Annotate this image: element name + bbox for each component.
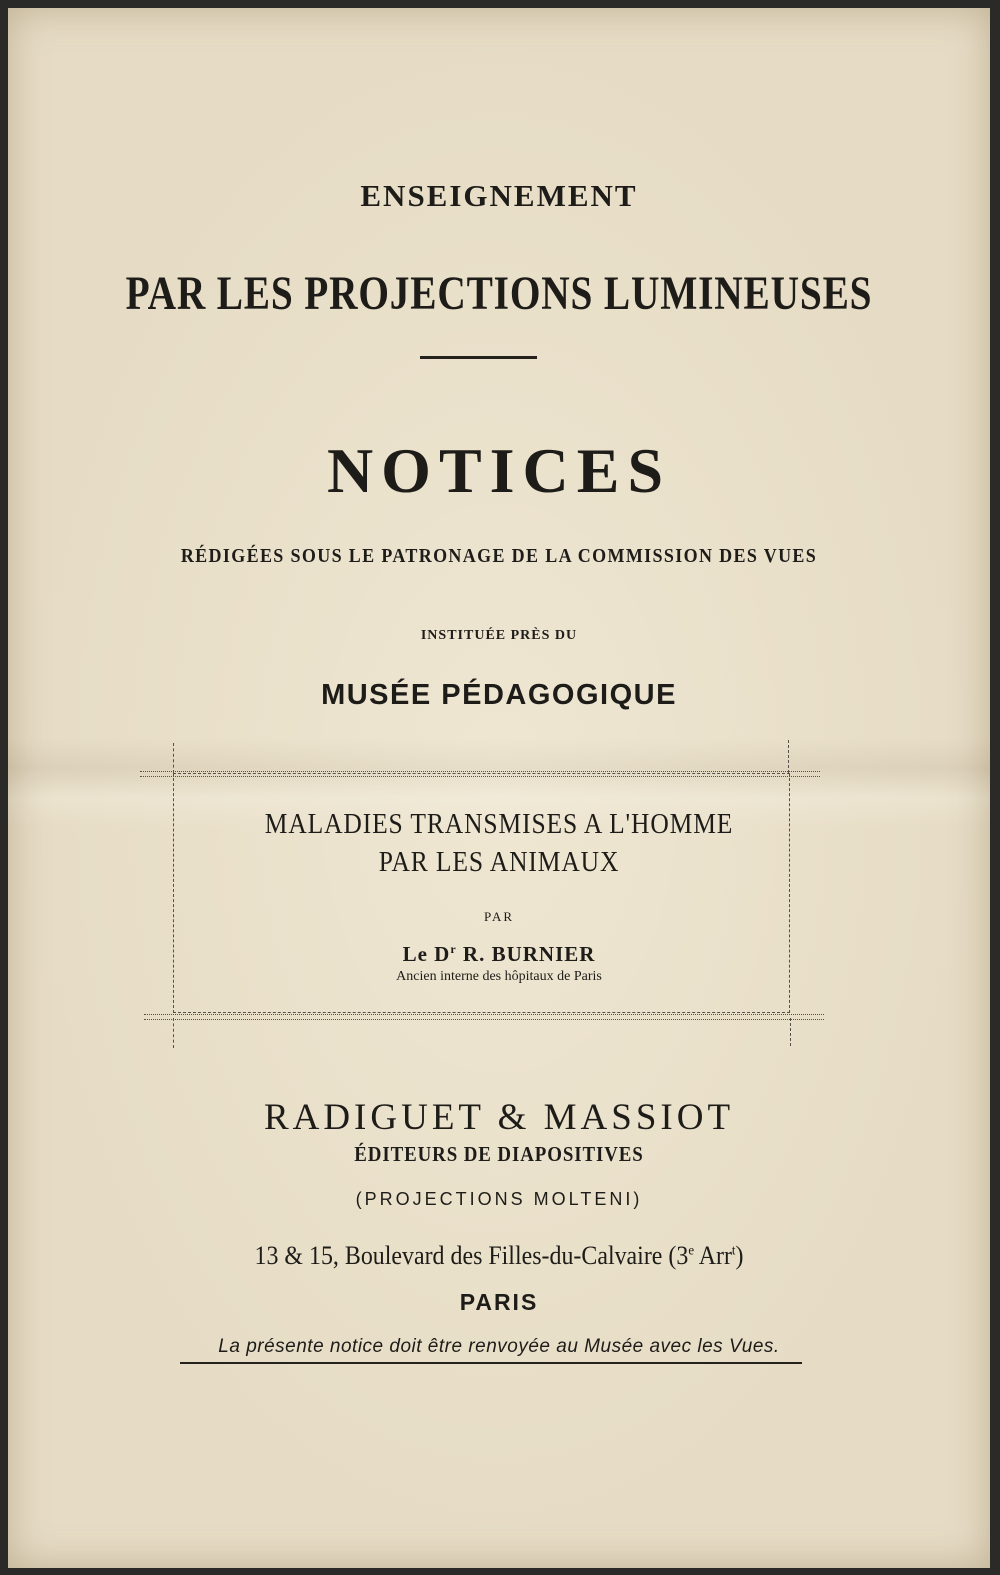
author-title: Ancien interne des hôpitaux de Paris bbox=[396, 969, 602, 984]
frame-left-tick-top bbox=[173, 743, 174, 773]
publisher-brand: (PROJECTIONS MOLTENI) bbox=[355, 1189, 643, 1209]
author-name bbox=[8, 942, 990, 967]
publisher-address bbox=[47, 1241, 950, 1271]
footer-rule bbox=[180, 1362, 802, 1364]
publisher-name: RADIGUET & MASSIOT bbox=[263, 1097, 735, 1138]
work-title-line1: MALADIES TRANSMISES A L'HOMME bbox=[264, 808, 734, 840]
author-prefix-sup: r bbox=[450, 942, 457, 956]
document-page bbox=[8, 8, 990, 1568]
address-main: 13 & 15, Boulevard des Filles-du-Calvaire (3 bbox=[254, 1241, 689, 1270]
work-title-line2: PAR LES ANIMAUX bbox=[378, 846, 620, 878]
address-close: ) bbox=[735, 1241, 744, 1270]
frame-right-tick-bottom bbox=[790, 1018, 791, 1046]
header-enseignement: ENSEIGNEMENT bbox=[360, 178, 638, 213]
header-divider bbox=[420, 356, 537, 359]
notices-instituee: INSTITUÉE PRÈS DU bbox=[420, 628, 578, 643]
musee-title: MUSÉE PÉDAGOGIQUE bbox=[321, 679, 677, 711]
frame-left-tick-bottom bbox=[173, 1018, 174, 1048]
author-prefix: Le D bbox=[402, 942, 451, 966]
author-surname: R. BURNIER bbox=[456, 942, 596, 966]
publisher-role: ÉDITEURS DE DIAPOSITIVES bbox=[354, 1142, 644, 1166]
address-arr: Arr bbox=[694, 1241, 732, 1270]
notices-title: NOTICES bbox=[326, 435, 672, 506]
frame-bottom-border bbox=[144, 1014, 824, 1020]
frame-right-tick-top bbox=[788, 740, 789, 773]
address-sup-t: t bbox=[731, 1243, 736, 1259]
work-by: PAR bbox=[483, 909, 515, 924]
address-sup-e: e bbox=[688, 1243, 695, 1259]
publisher-city: PARIS bbox=[459, 1289, 539, 1315]
header-projections: PAR LES PROJECTIONS LUMINEUSES bbox=[125, 267, 873, 320]
notices-subtitle: RÉDIGÉES SOUS LE PATRONAGE DE LA COMMISSION DES VUES bbox=[180, 545, 818, 567]
footer-notice: La présente notice doit être renvoyée au Musée avec les Vues. bbox=[218, 1336, 780, 1357]
